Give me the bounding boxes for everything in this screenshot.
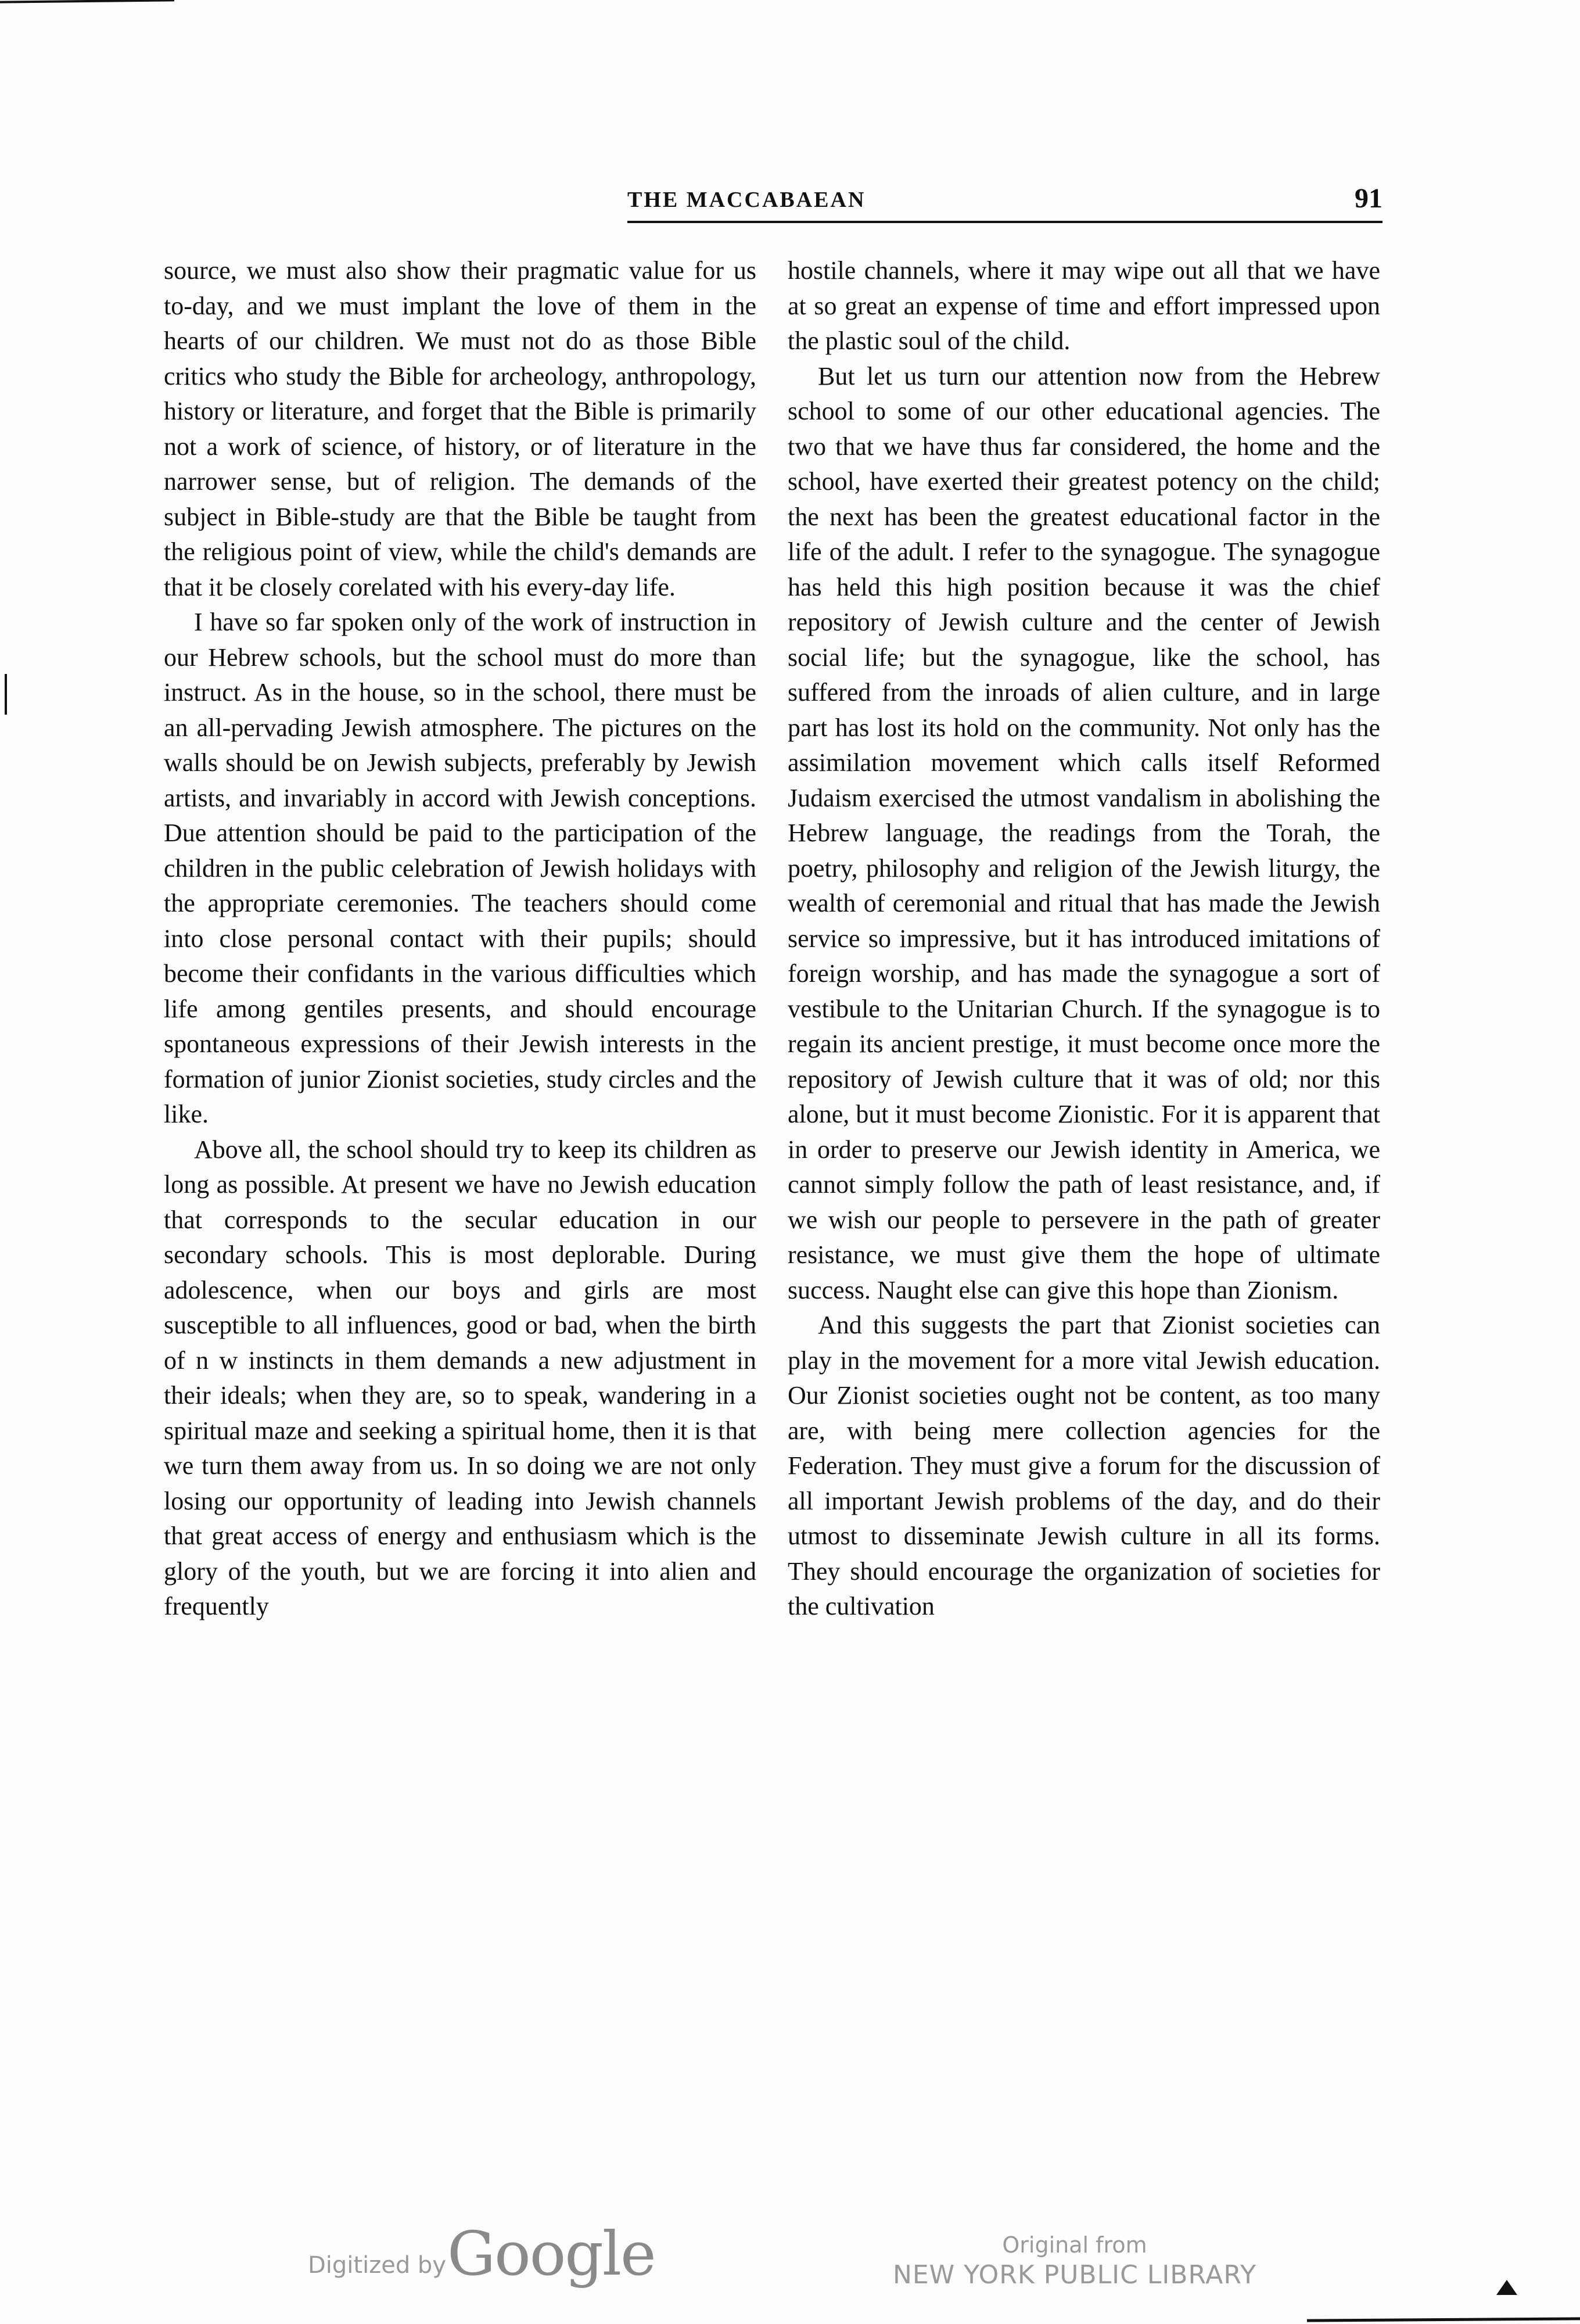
- scan-edge-mark-bottom: [1307, 2317, 1580, 2322]
- right-column: [788, 253, 1380, 1624]
- original-from-label: Original from: [1002, 2232, 1147, 2258]
- paragraph: I have so far spoken only of the work of instruction in our Hebrew schools, but the school must do more than instruct. As in the house, so in the school, there must be an all-pervading Jewish atmosphere. The pictures on the walls should be on Jewish subjects, preferably by Jewish artists, and invariably in accord with Jewish conceptions. Due attention should be paid to the participation of the children in the public celebration of Jewish holidays with the appropriate ceremonies. The teachers should come into close personal contact with their pupils; should become their confidants in the various difficulties which life among gentiles presents, and should encourage spontaneous expressions of their Jewish interests in the formation of junior Zionist societies, study circles and the like.: [164, 608, 756, 1128]
- paragraph: And this suggests the part that Zionist societies can play in the movement for a more vital Jewish education. Our Zionist societies ought not be content, as too many are, with being mere collection agencies for the Federation. They must give a forum for the discussion of all important Jewish problems of the day, and do their utmost to disseminate Jewish culture in all its forms. They should encourage the organization of societies for the cultivation: [788, 1311, 1380, 1620]
- page-number: 91: [1355, 183, 1382, 214]
- running-title: THE MACCABAEAN: [627, 188, 866, 212]
- library-attribution: [871, 2231, 1278, 2291]
- scan-edge-mark-top: [0, 0, 174, 3]
- digitized-by-label: Digitized by: [308, 2252, 446, 2279]
- library-name: NEW YORK PUBLIC LIBRARY: [892, 2260, 1257, 2290]
- paragraph: But let us turn our attention now from the Hebrew school to some of our other educational agencies. The two that we have thus far considered, the home and the school, have exerted their greatest potency on the child; the next has been the greatest educational factor in the life of the adult. I refer to the synagogue. The synagogue has held this high position because it was the chief repository of Jewish culture and the center of Jewish social life; but the synagogue, like the school, has suffered from the inroads of alien culture, and in large part has lost its hold on the community. Not only has the assimilation movement which calls itself Reformed Judaism exercised the utmost vandalism in abolishing the Hebrew language, the readings from the Torah, the poetry, philosophy and religion of the Jewish liturgy, the wealth of ceremonial and ritual that has made the Jewish service so impressive, but it has introduced imitations of foreign worship, and has made the synagogue a sort of vestibule to the Unitarian Church. If the synagogue is to regain its ancient prestige, it must become once more the repository of Jewish culture that it was of old; nor this alone, but it must become Zionistic. For it is apparent that in order to preserve our Jewish identity in America, we cannot simply follow the path of least resistance, and, if we wish our people to persevere in the path of greater resistance, we must give them the hope of ultimate success. Naught else can give this hope than Zionism.: [788, 361, 1380, 1304]
- scan-edge-mark-left: [5, 674, 7, 715]
- corner-triangle-icon: [1496, 2280, 1517, 2295]
- running-header: [627, 183, 1382, 220]
- header-rule: [627, 221, 1382, 223]
- left-column: [164, 253, 756, 1624]
- paragraph: source, we must also show their pragmatic value for us to-day, and we must implant the love of them in the hearts of our children. We must not do as those Bible critics who study the Bible for archeology, anthropology, history or literature, and forget that the Bible is primarily not a work of science, of history, or of literature in the narrower sense, but of religion. The demands of the subject in Bible-study are that the Bible be taught from the religious point of view, while the child's demands are that it be closely corelated with his every-day life.: [164, 256, 756, 601]
- paragraph: Above all, the school should try to keep its children as long as possible. At present we have no Jewish education that corresponds to the secular education in our secondary schools. This is most deplorable. During adolescence, when our boys and girls are most susceptible to all influences, good or bad, when the birth of n w instincts in them demands a new adjustment in their ideals; when they are, so to speak, wandering in a spiritual maze and seeking a spiritual home, then it is that we turn them away from us. In so doing we are not only losing our opportunity of leading into Jewish channels that great access of energy and enthusiasm which is the glory of the youth, but we are forcing it into alien and frequently: [164, 1135, 756, 1620]
- digitized-by-google-watermark: [308, 2218, 668, 2288]
- paragraph: hostile channels, where it may wipe out all that we have at so great an expense of time and effort impressed upon the plastic soul of the child.: [788, 256, 1380, 355]
- google-logo: Google: [447, 2218, 655, 2289]
